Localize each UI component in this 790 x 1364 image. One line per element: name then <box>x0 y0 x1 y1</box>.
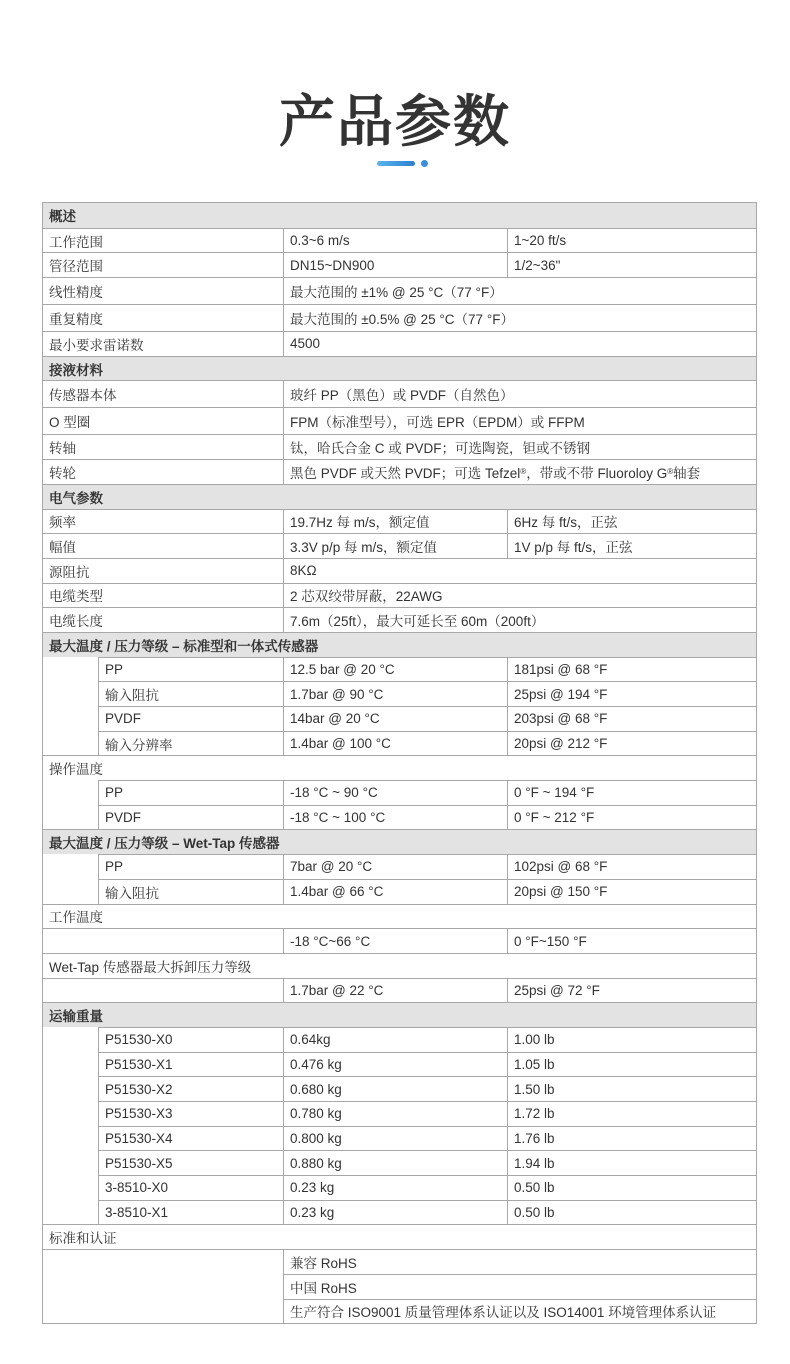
section-header-row <box>43 632 756 657</box>
table-row <box>43 434 756 459</box>
table-row <box>43 459 756 484</box>
param-name: 3-8510-X1 <box>98 1200 283 1225</box>
indent-cell <box>43 1027 98 1052</box>
table-row <box>43 681 756 706</box>
param-value: 最大范围的 ±0.5% @ 25 °C（77 °F） <box>283 304 756 331</box>
section-title: 最大温度 / 压力等级 – Wet-Tap 传感器 <box>43 829 756 854</box>
indent-cell <box>43 1175 98 1200</box>
param-name: P51530-X0 <box>98 1027 283 1052</box>
table-row <box>43 331 756 356</box>
indent-cell <box>43 879 98 904</box>
table-row <box>43 904 756 929</box>
table-row <box>43 583 756 608</box>
indent-cell <box>43 731 98 756</box>
param-value-imperial: 25psi @ 194 °F <box>507 681 756 706</box>
table-row <box>43 1249 756 1274</box>
section-title: 概述 <box>43 203 756 228</box>
param-value-imperial: 1.00 lb <box>507 1027 756 1052</box>
section-header-row <box>43 356 756 381</box>
param-value-imperial: 0 °F ~ 194 °F <box>507 780 756 805</box>
param-value-imperial: 1/2~36" <box>507 252 756 277</box>
table-row <box>43 509 756 534</box>
table-row <box>43 928 756 953</box>
param-value-metric: 1.7bar @ 90 °C <box>283 681 507 706</box>
section-header-row <box>43 1002 756 1027</box>
table-row <box>43 978 756 1003</box>
table-row <box>43 1052 756 1077</box>
param-value: 4500 <box>283 331 756 356</box>
param-name: 最小要求雷诺数 <box>43 331 283 356</box>
param-name: PP <box>98 780 283 805</box>
table-row <box>43 780 756 805</box>
param-name: 电缆类型 <box>43 583 283 608</box>
param-name: 线性精度 <box>43 277 283 304</box>
param-value-imperial: 0 °F~150 °F <box>507 928 756 953</box>
param-value-metric: -18 °C ~ 100 °C <box>283 805 507 830</box>
table-row <box>43 1027 756 1052</box>
spec-table <box>42 202 757 1324</box>
param-value-imperial: 1V p/p 每 ft/s，正弦 <box>507 533 756 558</box>
param-value-metric: 3.3V p/p 每 m/s，额定值 <box>283 533 507 558</box>
param-value-metric: -18 °C~66 °C <box>283 928 507 953</box>
table-row <box>43 407 756 434</box>
param-value-imperial: 181psi @ 68 °F <box>507 657 756 682</box>
param-value-imperial: 0.50 lb <box>507 1175 756 1200</box>
param-value-metric: 1.7bar @ 22 °C <box>283 978 507 1003</box>
indent-cell <box>43 854 98 879</box>
table-row <box>43 1076 756 1101</box>
param-value-metric: 14bar @ 20 °C <box>283 706 507 731</box>
param-value-imperial: 1~20 ft/s <box>507 228 756 253</box>
table-row <box>43 657 756 682</box>
param-value: FPM（标准型号），可选 EPR（EPDM）或 FFPM <box>283 407 756 434</box>
table-row <box>43 252 756 277</box>
title-accent-bar <box>377 161 415 166</box>
table-row <box>43 1126 756 1151</box>
param-name: 转轮 <box>43 459 283 484</box>
param-name: P51530-X1 <box>98 1052 283 1077</box>
param-value: 黑色 PVDF 或天然 PVDF；可选 Tefzel ® ，带或不带 Fluoroloy G ® 轴套 <box>283 459 756 484</box>
param-name: 管径范围 <box>43 252 283 277</box>
indent-cell <box>43 657 98 682</box>
table-row <box>43 1101 756 1126</box>
param-name: P51530-X3 <box>98 1101 283 1126</box>
empty-cell <box>43 928 283 953</box>
table-row <box>43 731 756 756</box>
param-name: O 型圈 <box>43 407 283 434</box>
param-value: 最大范围的 ±1% @ 25 °C（77 °F） <box>283 277 756 304</box>
table-row <box>43 953 756 978</box>
param-value-metric: 0.23 kg <box>283 1200 507 1225</box>
param-name: 输入阻抗 <box>98 879 283 904</box>
indent-cell <box>43 1150 98 1175</box>
indent-cell <box>43 681 98 706</box>
title-accent-dot <box>421 160 428 167</box>
indent-cell <box>43 1076 98 1101</box>
group-label: Wet-Tap 传感器最大拆卸压力等级 <box>43 953 756 978</box>
param-name: P51530-X4 <box>98 1126 283 1151</box>
param-name: 输入分辨率 <box>98 731 283 756</box>
table-row <box>43 380 756 407</box>
param-value-imperial: 0.50 lb <box>507 1200 756 1225</box>
param-value: 7.6m（25ft），最大可延长至 60m（200ft） <box>283 607 756 632</box>
indent-cell <box>43 1101 98 1126</box>
param-value-imperial: 1.72 lb <box>507 1101 756 1126</box>
section-header-row <box>43 203 756 228</box>
param-value-imperial: 102psi @ 68 °F <box>507 854 756 879</box>
param-value-metric: 19.7Hz 每 m/s，额定值 <box>283 509 507 534</box>
param-value: 生产符合 ISO9001 质量管理体系认证以及 ISO14001 环境管理体系认证 <box>283 1299 756 1324</box>
table-row <box>43 533 756 558</box>
param-name: 电缆长度 <box>43 607 283 632</box>
table-row <box>43 879 756 904</box>
param-value-imperial: 203psi @ 68 °F <box>507 706 756 731</box>
table-row <box>43 854 756 879</box>
table-row <box>43 304 756 331</box>
table-row <box>43 1175 756 1200</box>
param-value: 兼容 RoHS <box>283 1249 756 1274</box>
table-row <box>43 1299 756 1324</box>
param-value: 玻纤 PP（黑色）或 PVDF（自然色） <box>283 380 756 407</box>
param-value-metric: 0.880 kg <box>283 1150 507 1175</box>
param-value-imperial: 20psi @ 212 °F <box>507 731 756 756</box>
section-header-row <box>43 829 756 854</box>
indent-cell <box>43 1126 98 1151</box>
param-value-metric: DN15~DN900 <box>283 252 507 277</box>
param-name: 频率 <box>43 509 283 534</box>
param-value-imperial: 25psi @ 72 °F <box>507 978 756 1003</box>
param-value-metric: 12.5 bar @ 20 °C <box>283 657 507 682</box>
empty-cell <box>43 1249 283 1274</box>
table-row <box>43 706 756 731</box>
section-title: 接液材料 <box>43 356 756 381</box>
section-header-row <box>43 484 756 509</box>
group-label: 操作温度 <box>43 755 756 780</box>
section-title: 最大温度 / 压力等级 – 标准型和一体式传感器 <box>43 632 756 657</box>
param-value-metric: 7bar @ 20 °C <box>283 854 507 879</box>
param-value-imperial: 1.05 lb <box>507 1052 756 1077</box>
section-title: 运输重量 <box>43 1002 756 1027</box>
param-name: 幅值 <box>43 533 283 558</box>
param-value-metric: 0.64kg <box>283 1027 507 1052</box>
group-label: 工作温度 <box>43 904 756 929</box>
table-row <box>43 1224 756 1249</box>
param-name: PVDF <box>98 706 283 731</box>
page-title: 产品参数 <box>279 90 511 155</box>
param-name: 输入阻抗 <box>98 681 283 706</box>
param-value-metric: 0.3~6 m/s <box>283 228 507 253</box>
table-row <box>43 1150 756 1175</box>
param-name: PP <box>98 657 283 682</box>
param-value: 2 芯双绞带屏蔽，22AWG <box>283 583 756 608</box>
param-value-imperial: 1.50 lb <box>507 1076 756 1101</box>
table-row <box>43 607 756 632</box>
param-value-imperial: 20psi @ 150 °F <box>507 879 756 904</box>
table-row <box>43 1274 756 1299</box>
empty-cell <box>43 978 283 1003</box>
param-value-imperial: 1.76 lb <box>507 1126 756 1151</box>
empty-cell <box>43 1299 283 1324</box>
param-name: 3-8510-X0 <box>98 1175 283 1200</box>
param-value: 钛，哈氏合金 C 或 PVDF；可选陶瓷，钽或不锈钢 <box>283 434 756 459</box>
param-value-metric: 0.476 kg <box>283 1052 507 1077</box>
param-name: PP <box>98 854 283 879</box>
param-value-metric: 0.800 kg <box>283 1126 507 1151</box>
param-value-metric: 0.780 kg <box>283 1101 507 1126</box>
param-name: P51530-X5 <box>98 1150 283 1175</box>
param-value-imperial: 6Hz 每 ft/s，正弦 <box>507 509 756 534</box>
table-row <box>43 277 756 304</box>
empty-cell <box>43 1274 283 1299</box>
indent-cell <box>43 805 98 830</box>
param-name: 源阻抗 <box>43 558 283 583</box>
param-value-metric: 0.23 kg <box>283 1175 507 1200</box>
param-name: 转轴 <box>43 434 283 459</box>
param-value: 中国 RoHS <box>283 1274 756 1299</box>
indent-cell <box>43 1200 98 1225</box>
param-value-metric: -18 °C ~ 90 °C <box>283 780 507 805</box>
indent-cell <box>43 1052 98 1077</box>
indent-cell <box>43 706 98 731</box>
section-title: 电气参数 <box>43 484 756 509</box>
indent-cell <box>43 780 98 805</box>
param-value: 8KΩ <box>283 558 756 583</box>
table-row <box>43 228 756 253</box>
table-row <box>43 755 756 780</box>
param-name: 传感器本体 <box>43 380 283 407</box>
param-name: 工作范围 <box>43 228 283 253</box>
table-row <box>43 805 756 830</box>
table-row <box>43 558 756 583</box>
group-label: 标准和认证 <box>43 1224 756 1249</box>
param-value-imperial: 0 °F ~ 212 °F <box>507 805 756 830</box>
param-name: PVDF <box>98 805 283 830</box>
param-value-metric: 0.680 kg <box>283 1076 507 1101</box>
param-value-metric: 1.4bar @ 66 °C <box>283 879 507 904</box>
param-value-imperial: 1.94 lb <box>507 1150 756 1175</box>
table-row <box>43 1200 756 1225</box>
param-name: 重复精度 <box>43 304 283 331</box>
param-value-metric: 1.4bar @ 100 °C <box>283 731 507 756</box>
param-name: P51530-X2 <box>98 1076 283 1101</box>
